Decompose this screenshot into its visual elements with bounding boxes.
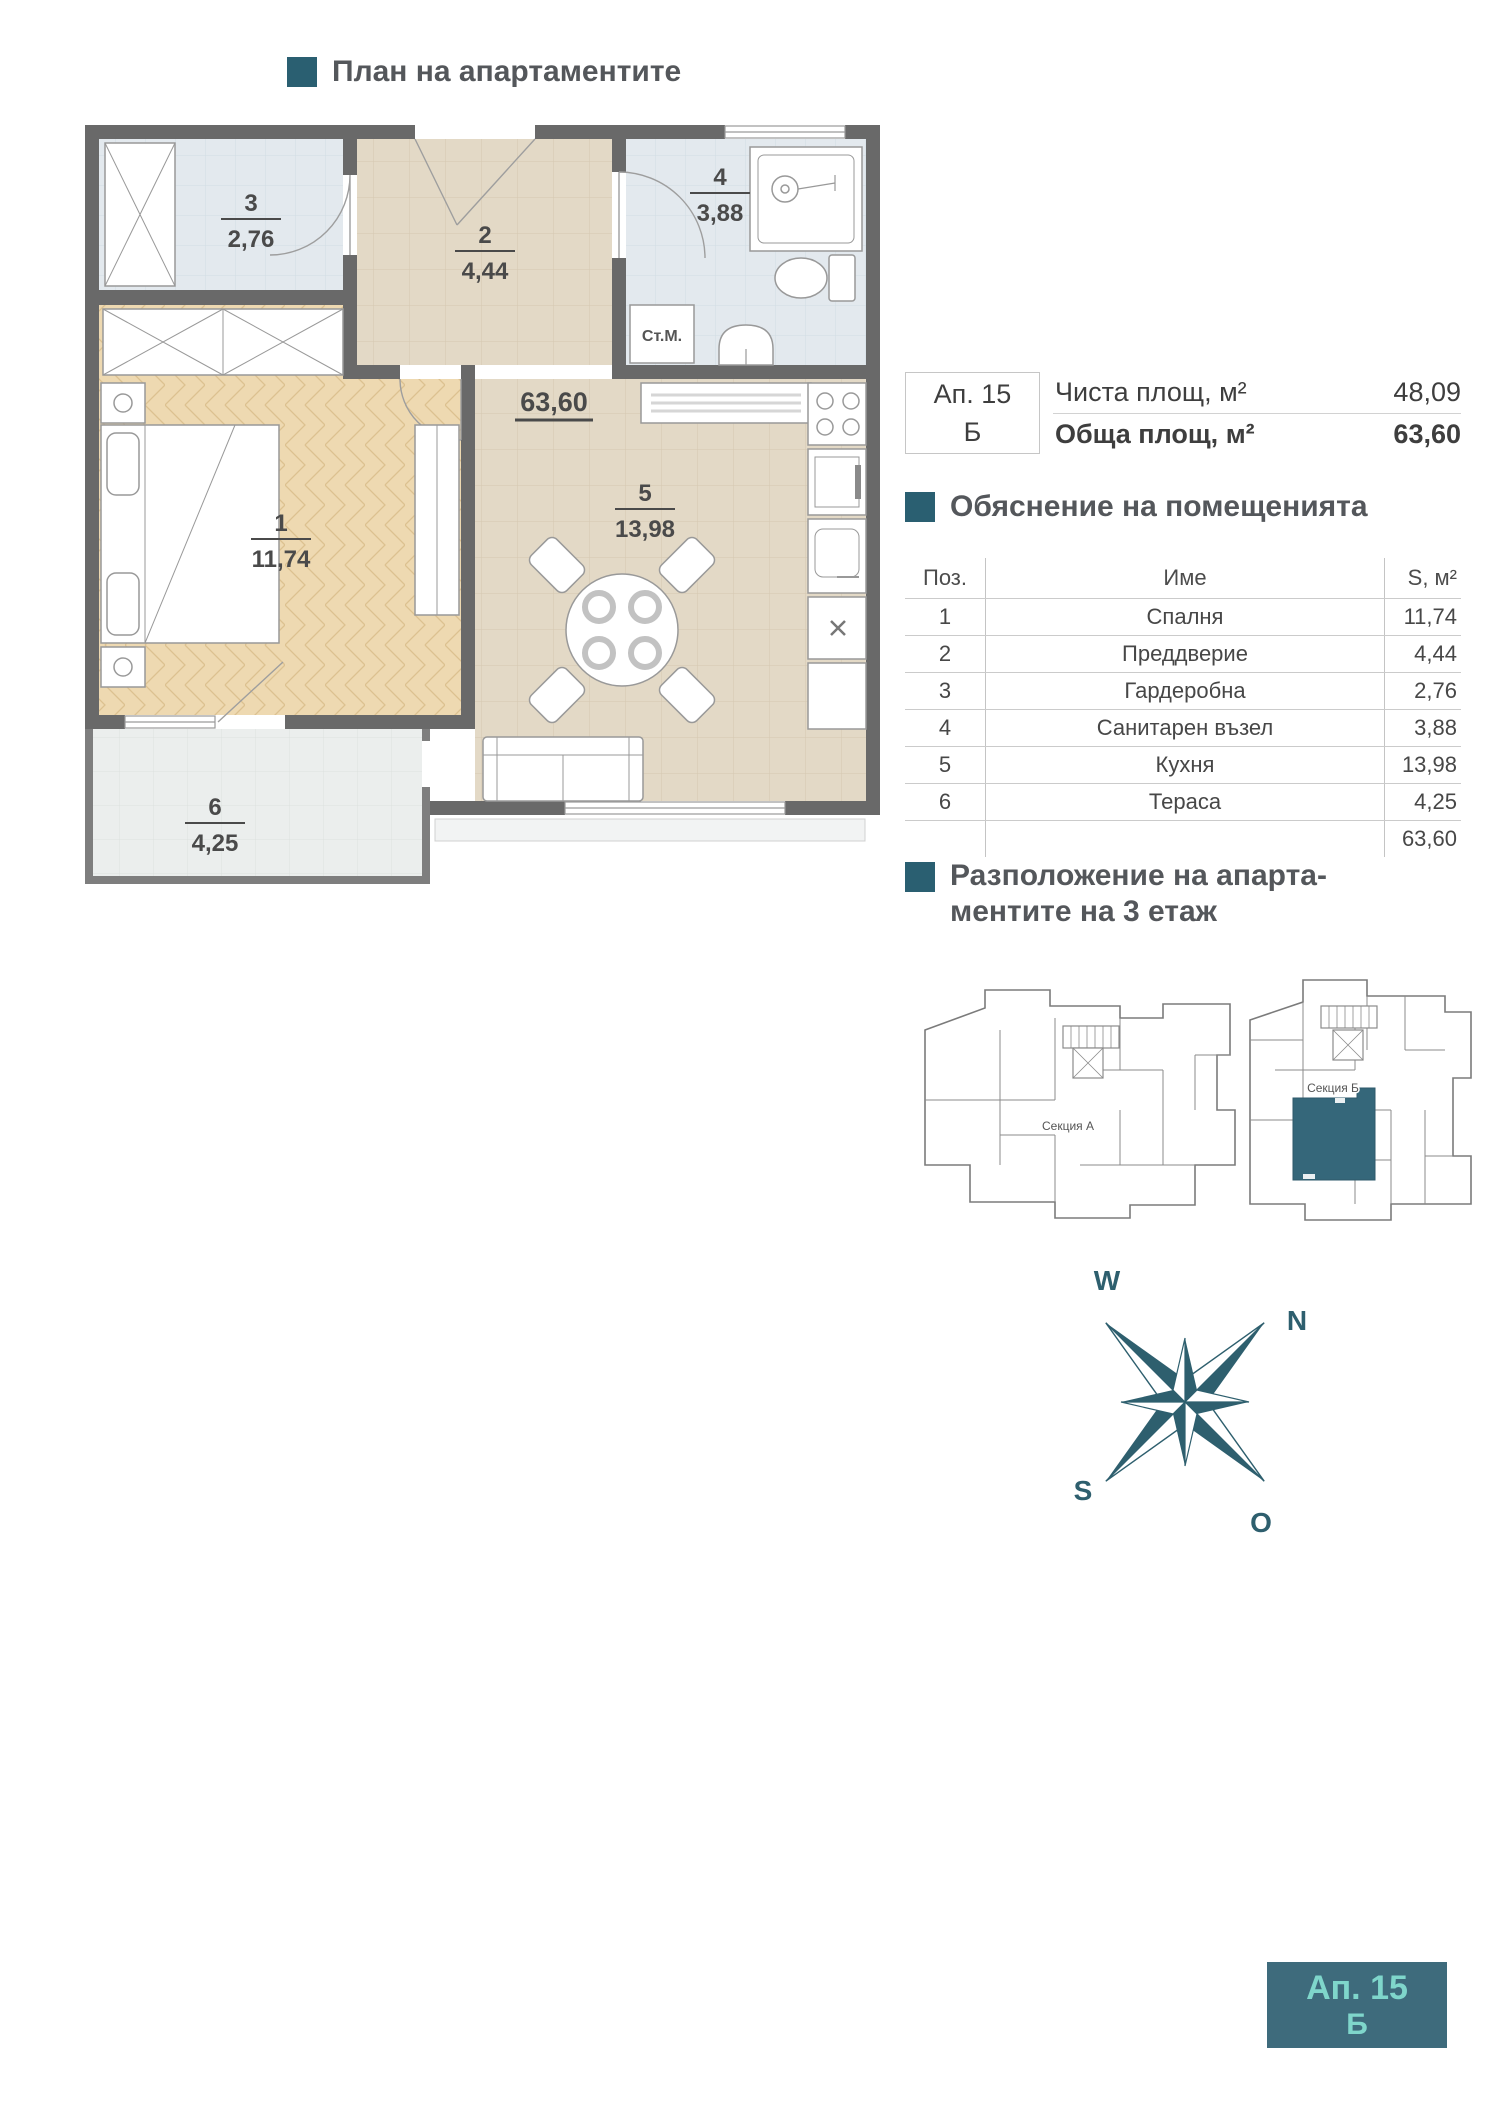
summary-box (905, 372, 1461, 454)
room-5-number: 5 (638, 480, 652, 507)
room-6-number: 6 (208, 794, 222, 821)
row-area: 4,25 (1414, 789, 1457, 814)
row-pos: 2 (938, 641, 952, 666)
section-a-label: Секция А (1041, 1119, 1095, 1133)
floor-terrace (93, 729, 422, 876)
row-pos: 4 (938, 715, 952, 740)
badge-section: Б (1346, 2008, 1368, 2041)
floor-plan (85, 125, 880, 915)
rooms-table (905, 558, 1461, 857)
counter-cabinet (808, 663, 866, 729)
row-area: 11,74 (1403, 604, 1457, 629)
plan-total-area: 63,60 (520, 387, 588, 417)
table-row (905, 599, 1461, 636)
room-1-area: 11,74 (251, 546, 311, 573)
room-6-area: 4,25 (191, 830, 239, 857)
table-row (905, 673, 1461, 710)
balcony-sill (435, 819, 865, 841)
stove (808, 383, 866, 445)
room-3-number: 3 (244, 190, 258, 217)
toilet (775, 258, 827, 298)
apartment-id-box (905, 372, 1040, 454)
washing-machine-label: Ст.М. (641, 328, 683, 345)
apartment-number: Ап. 15 (933, 379, 1012, 409)
row-name: Преддверие (985, 636, 1385, 672)
section-b-label: Секция Б (1307, 1081, 1359, 1095)
page-title: План на апартаментите (332, 55, 682, 88)
room-2-number: 2 (478, 222, 492, 249)
row-name: Кухня (985, 747, 1385, 783)
row-pos: 5 (938, 752, 952, 777)
pillow (107, 433, 139, 495)
table-total-row (905, 821, 1461, 857)
row-area: 4,44 (1414, 641, 1457, 666)
row-name: Санитарен възел (985, 710, 1385, 746)
table-row (905, 784, 1461, 821)
badge-apartment: Ап. 15 (1306, 1969, 1408, 2007)
header-pos: Поз. (923, 565, 967, 590)
room-1-number: 1 (274, 510, 288, 537)
section-a-outline (925, 990, 1235, 1218)
room-3-area: 2,76 (227, 226, 275, 253)
rooms-section-title: Обяснение на помещенията (950, 490, 1368, 523)
gross-area-label: Обща площ, м² (1055, 418, 1255, 449)
header-area: S, м² (1407, 565, 1457, 590)
net-area-row (1055, 372, 1461, 412)
gross-area-value: 63,60 (1393, 418, 1461, 449)
row-area: 2,76 (1414, 678, 1457, 703)
rooms-table-header (905, 558, 1461, 599)
row-name: Спалня (985, 599, 1385, 635)
rooms-section-square-icon (905, 492, 935, 522)
compass-rose (1035, 1250, 1355, 1550)
table-row (905, 747, 1461, 784)
gross-area-row (1055, 414, 1461, 454)
row-area: 3,88 (1414, 715, 1457, 740)
highlighted-apartment (1293, 1088, 1375, 1180)
row-pos: 6 (938, 789, 952, 814)
row-pos: 3 (938, 678, 952, 703)
location-section-title (950, 858, 1327, 930)
table-row (905, 710, 1461, 747)
building-key-plan (905, 960, 1480, 1245)
pillow (107, 573, 139, 635)
table-row (905, 636, 1461, 673)
room-2-area: 4,44 (461, 258, 509, 285)
compass-west: W (1093, 1265, 1121, 1296)
header-name: Име (985, 558, 1385, 598)
room-4-number: 4 (713, 164, 727, 191)
compass-south: S (1073, 1475, 1093, 1506)
net-area-label: Чиста площ, м² (1055, 376, 1247, 407)
apartment-section: Б (963, 417, 982, 447)
compass-east: O (1250, 1507, 1272, 1538)
row-area: 13,98 (1401, 752, 1457, 777)
dining-table (566, 574, 678, 686)
row-name: Гардеробна (985, 673, 1385, 709)
compass-north: N (1286, 1305, 1308, 1336)
row-pos: 1 (938, 604, 952, 629)
row-name: Тераса (985, 784, 1385, 820)
title-square-icon (287, 57, 317, 87)
net-area-value: 48,09 (1393, 376, 1461, 407)
table-total-value: 63,60 (1401, 826, 1457, 851)
location-section-square-icon (905, 862, 935, 892)
room-4-area: 3,88 (696, 200, 744, 227)
room-5-area: 13,98 (614, 516, 676, 543)
location-title-line1: Разположение на апарта- (950, 859, 1327, 892)
location-title-line2: ментите на 3 етаж (950, 895, 1217, 928)
apartment-badge (1267, 1962, 1447, 2048)
